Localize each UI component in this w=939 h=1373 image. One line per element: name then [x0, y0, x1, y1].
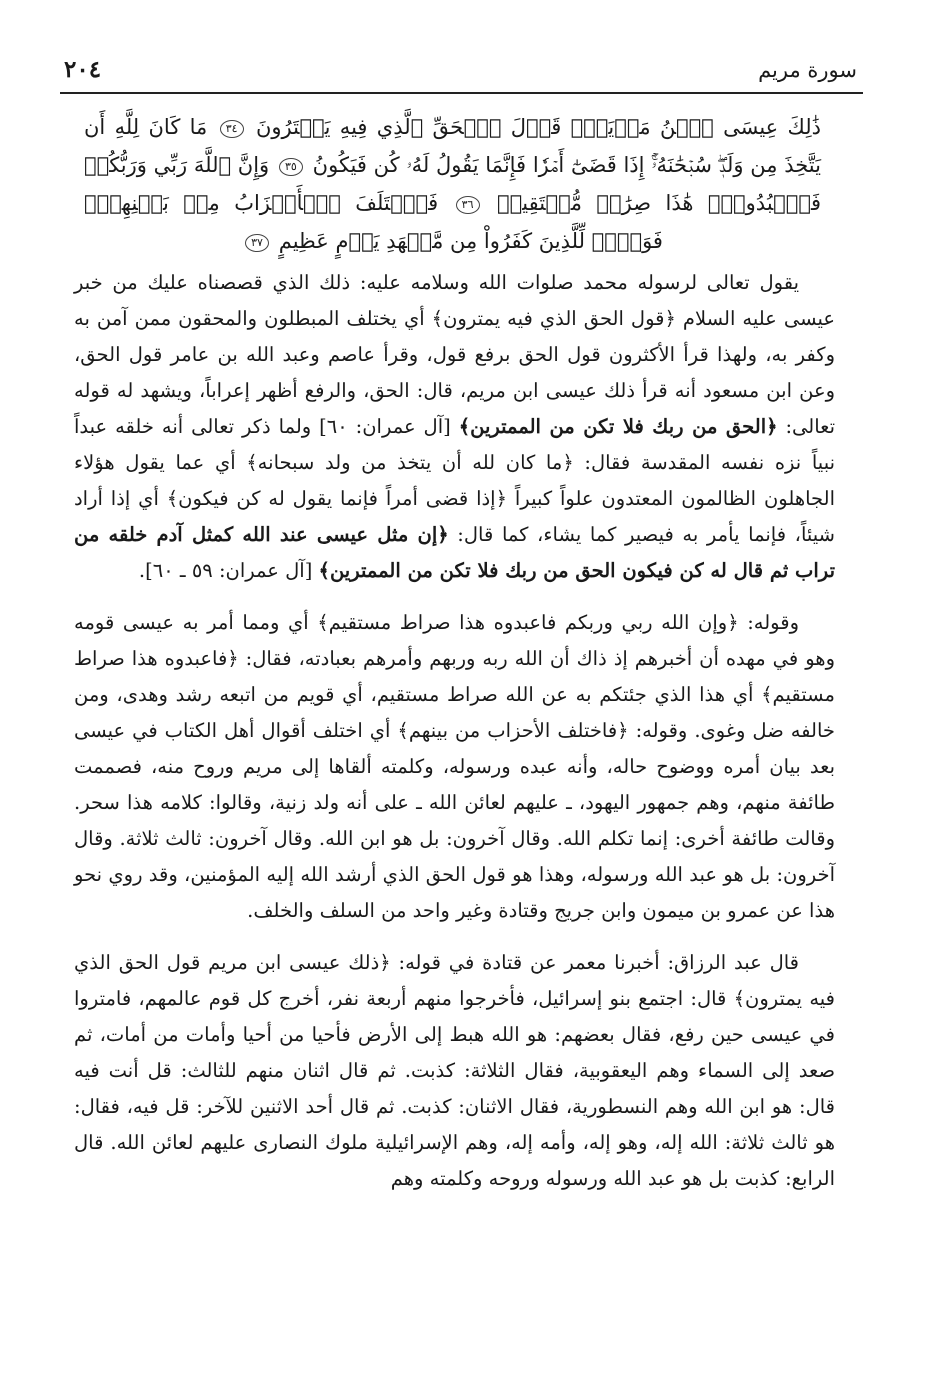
verse-text: وَإِنَّ ٱللَّهَ رَبِّي وَرَبُّكُمۡ فَٱعۡبُدُوهُۚ هَٰذَا صِرَٰطٞ مُّسۡتَقِيمٞ — [84, 153, 822, 215]
bold-quote: ﴿إن مثل عيسى عند الله كمثل آدم خلقه من تراب ثم قال له كن فيكون الحق من ربك فلا تكن من الممترين﴾ — [74, 523, 835, 582]
paragraph-text: [آل عمران: ٥٩ ـ ٦٠]. — [138, 559, 319, 582]
paragraph-text: [آل عمران: ٦٠] ولما ذكر تعالى أنه خلقه عبداً نبياً نزه نفسه المقدسة فقال: ﴿ما كان لله أن يتخذ من ولد سبحانه﴾ أي عما يقول هؤلاء الجاهلون الظالمون المعتدون علواً كبيراً ﴿إذا قضى أمراً فإنما يقول له كن فيكون﴾ أي إذا أراد شيئاً، فإنما يأمر به فيصير كما يشاء، كما قال: — [74, 415, 835, 546]
verse-text: مَا كَانَ لِلَّهِ أَن يَتَّخِذَ مِن وَلَدٖۖ سُبۡحَٰنَهُۥٓۚ إِذَا قَضَىٰٓ أَمۡرٗا فَإِنَّمَا يَقُولُ لَهُۥ كُن فَيَكُونُ — [84, 115, 821, 177]
page-header — [60, 52, 863, 94]
paragraph-text: يقول تعالى لرسوله محمد صلوات الله وسلامه عليه: ذلك الذي قصصناه عليك من خبر عيسى عليه السلام ﴿قول الحق الذي فيه يمترون﴾ أي يختلف المبطلون والمحقون ممن آمن به وكفر به، ولهذا قرأ الأكثرون قول الحق برفع قول، وقرأ عاصم وعبد الله بن عامر قول الحق، وعن ابن مسعود أنه قرأ ذلك عيسى ابن مريم، قال: الحق، والرفع أظهر إعراباً، ويشهد له قوله تعالى: — [74, 271, 836, 438]
verse-text: ذَٰلِكَ عِيسَى ٱبۡنُ مَرۡيَمَۖ قَوۡلَ ٱلۡحَقِّ ٱلَّذِي فِيهِ يَمۡتَرُونَ — [255, 115, 821, 139]
ayah-number-marker: ٣٤ — [220, 120, 244, 138]
quran-verses — [84, 108, 821, 260]
verse-text: فَٱخۡتَلَفَ ٱلۡأَحۡزَابُ مِنۢ بَيۡنِهِمۡۖ فَوَيۡلٞ لِّلَّذِينَ كَفَرُواْ مِن مَّشۡهَدِ يَوۡمٍ عَظِيمٍ — [84, 191, 663, 253]
ayah-number-marker: ٣٥ — [279, 158, 303, 176]
paragraph: قال عبد الرزاق: أخبرنا معمر عن قتادة في قوله: ﴿ذلك عيسى ابن مريم قول الحق الذي فيه يمترون﴾ قال: اجتمع بنو إسرائيل، فأخرجوا منهم أربعة نفر، أخرج كل قوم عالمهم، فامتروا في عيسى حين رفع، فقال بعضهم: هو الله هبط إلى الأرض فأحيا من أحيا وأمات من أمات، ثم صعد إلى السماء وهم اليعقوبية، فقال الثلاثة: كذبت. ثم قال اثنان منهم للثالث: قل أنت فيه قال: هو ابن الله وهم النسطورية، فقال الاثنان: كذبت. ثم قال أحد الاثنين للآخر: قل فيه، فقال: هو ثالث ثلاثة: الله إله، وهو إله، وأمه إله، وهم الإسرائيلية ملوك النصارى عليهم لعائن الله. قال الرابع: كذبت بل هو عبد الله ورسوله وروحه وكلمته وهم — [74, 951, 835, 1190]
ayah-number-marker: ٣٧ — [245, 234, 269, 252]
bold-quote: ﴿الحق من ربك فلا تكن من الممترين﴾ — [458, 415, 778, 438]
ayah-number-marker: ٣٦ — [456, 196, 480, 214]
page-number: ٢٠٤ — [64, 56, 102, 83]
surah-title: سورة مريم — [758, 58, 857, 82]
paragraph: وقوله: ﴿وإن الله ربي وربكم فاعبدوه هذا صراط مستقيم﴾ أي ومما أمر به عيسى قومه وهو في مهده أن أخبرهم إذ ذاك أن الله ربه وربهم وأمرهم بعبادته، فقال: ﴿فاعبدوه هذا صراط مستقيم﴾ أي هذا الذي جئتكم به عن الله صراط مستقيم، أي قويم من اتبعه رشد وهدى، ومن خالفه ضل وغوى. وقوله: ﴿فاختلف الأحزاب من بينهم﴾ أي اختلف أقوال أهل الكتاب في عيسى بعد بيان أمره ووضوح حاله، وأنه عبده ورسوله، وكلمته ألقاها إلى مريم وروح منه، فصممت طائفة منهم، وهم جمهور اليهود، ـ عليهم لعائن الله ـ على أنه ولد زنية، وقالوا: كلامه هذا سحر. وقالت طائفة أخرى: إنما تكلم الله. وقال آخرون: بل هو ابن الله. وقال آخرون: ثالث ثلاثة. وقال آخرون: بل هو عبد الله ورسوله، وهذا هو قول الحق الذي أرشد الله إليه المؤمنين، وقد روي نحو هذا عن عمرو بن ميمون وابن جريج وقتادة وغير واحد من السلف والخلف. — [74, 611, 835, 922]
paragraph — [74, 265, 835, 589]
commentary-body — [74, 265, 835, 1211]
